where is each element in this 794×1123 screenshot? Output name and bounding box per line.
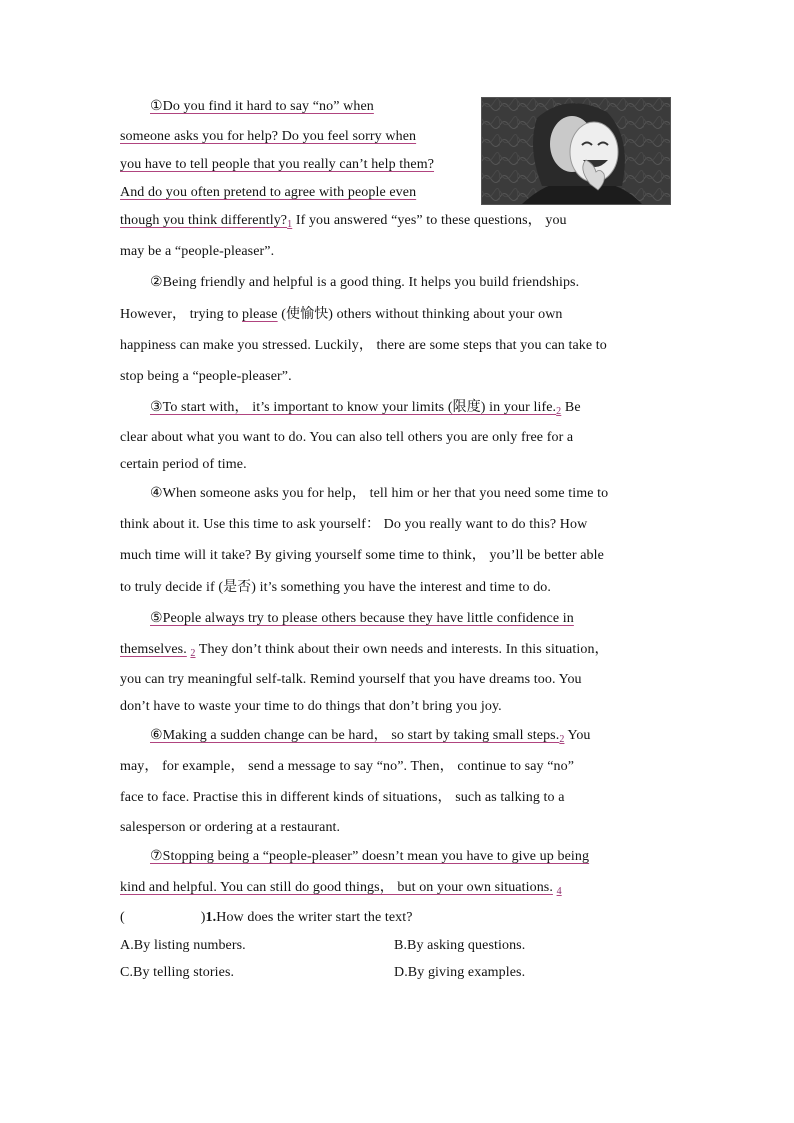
- answer-marker: 4: [556, 886, 562, 897]
- answer-marker: 1: [287, 219, 293, 230]
- p1-line4: And do you often pretend to agree with people even: [120, 185, 417, 200]
- p5-line3: you can try meaningful self-talk. Remind yourself that you have dreams too. You: [120, 672, 582, 687]
- option-a[interactable]: A.By listing numbers.: [120, 938, 246, 953]
- option-d[interactable]: D.By giving examples.: [394, 965, 526, 980]
- p6-line3: face to face. Practise this in different kinds of situations， such as talking to a: [120, 790, 565, 805]
- p4-line1: ④When someone asks you for help， tell him or her that you need some time to: [150, 486, 609, 501]
- p5-line2: themselves. $_2$ They don’t think about their own needs and interests. In this situation，: [120, 642, 609, 659]
- p6-line2: may， for example， send a message to say “no”. Then， continue to say “no”: [120, 759, 575, 774]
- masked-face-illustration: [481, 97, 671, 205]
- answer-marker: 2: [190, 648, 196, 659]
- p1-line1: ①Do you find it hard to say “no” when: [150, 99, 374, 114]
- p2-line2: However， trying to please (使愉快) others without thinking about your own: [120, 307, 563, 322]
- p4-line4: to truly decide if (是否) it’s something you have the interest and time to do.: [120, 580, 552, 595]
- p4-line2: think about it. Use this time to ask yourself： Do you really want to do this? How: [120, 517, 588, 532]
- p2-line4: stop being a “people-pleaser”.: [120, 369, 292, 384]
- p1-line3: you have to tell people that you really can’t help them?: [120, 157, 435, 172]
- p3-line3: certain period of time.: [120, 457, 247, 472]
- p5-line4: don’t have to waste your time to do things that don’t bring you joy.: [120, 699, 502, 714]
- option-b[interactable]: B.By asking questions.: [394, 938, 526, 953]
- question-1: ( )1.How does the writer start the text?: [120, 910, 413, 925]
- p3-line1: ③To start with， it’s important to know your limits (限度) in your $life._2$ Be: [150, 400, 581, 417]
- p2-line3: happiness can make you stressed. Luckily， there are some steps that you can take to: [120, 338, 607, 353]
- answer-marker: 2: [559, 734, 565, 745]
- p1-line2: someone asks you for help? Do you feel sorry when: [120, 129, 417, 144]
- p4-line3: much time will it take? By giving yourself some time to think， you’ll be better able: [120, 548, 604, 563]
- p1-line5: though you think $differently?_1$ If you answered “yes” to these questions， you: [120, 213, 567, 230]
- p7-line1: ⑦Stopping being a “people-pleaser” doesn’t mean you have to give up being: [150, 849, 590, 864]
- p6-line4: salesperson or ordering at a restaurant.: [120, 820, 341, 835]
- p6-line1: ⑥Making a sudden change can be hard， so start by taking small $steps._2$ You: [150, 728, 591, 745]
- option-c[interactable]: C.By telling stories.: [120, 965, 235, 980]
- p1-line6: may be a “people-pleaser”.: [120, 244, 275, 259]
- p2-line1: ②Being friendly and helpful is a good thing. It helps you build friendships.: [150, 275, 580, 290]
- answer-blank-open[interactable]: (: [120, 910, 125, 925]
- answer-marker: 2: [556, 406, 562, 417]
- p5-line1: ⑤People always try to please others because they have little confidence in: [150, 611, 574, 626]
- p7-line2: kind and helpful. You can still do good things， but on your own situations. $_4$: [120, 880, 562, 897]
- question-number: 1.: [205, 910, 217, 925]
- masked-face-icon: [482, 98, 670, 204]
- p3-line2: clear about what you want to do. You can also tell others you are only free for a: [120, 430, 574, 445]
- question-text: How does the writer start the text?: [216, 910, 413, 925]
